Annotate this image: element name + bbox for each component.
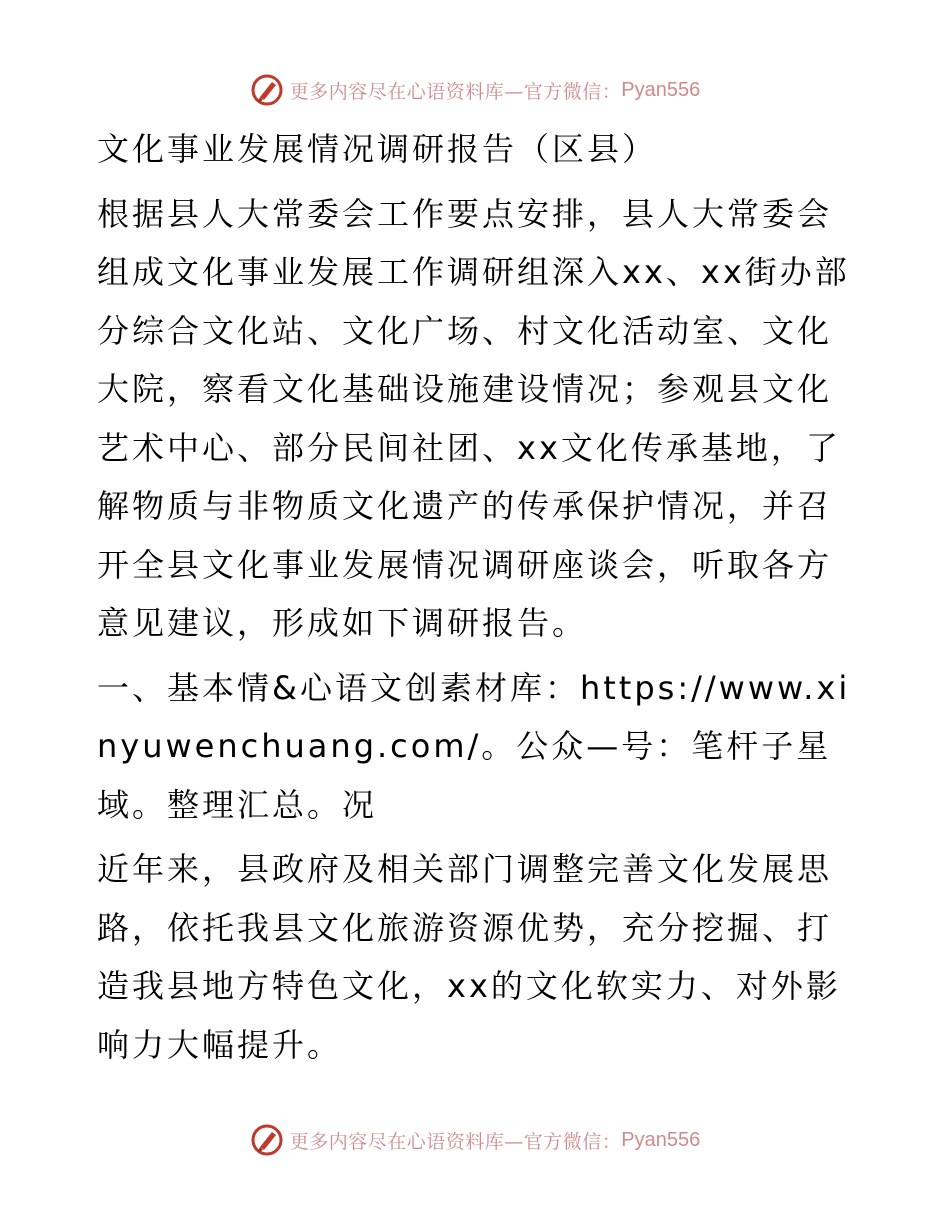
footer-watermark: [0, 1120, 950, 1160]
header-watermark: [0, 70, 950, 110]
paragraph-section-heading: 一、基本情&心语文创素材库：https://www.xinyuwenchuang.com/。公众—号：笔杆子星域。整理汇总。况: [97, 668, 851, 824]
document-title: 文化事业发展情况调研报告（区县）: [97, 130, 658, 168]
watermark-wechat-id: Pyan556: [621, 1128, 701, 1151]
paragraph-intro: 根据县人大常委会工作要点安排，县人大常委会组成文化事业发展工作调研组深入xx、xx街办部分综合文化站、文化广场、村文化活动室、文化大院，察看文化基础设施建设情况；参观县文化艺术中心、部分民间社团、xx文化传承基地，了解物质与非物质文化遗产的传承保护情况，并召开全县文化事业发展情况调研座谈会，听取各方意见建议，形成如下调研报告。: [97, 194, 850, 642]
pen-logo-icon: [250, 1123, 284, 1157]
paragraph-recent-years: 近年来，县政府及相关部门调整完善文化发展思路，依托我县文化旅游资源优势，充分挖掘、打造我县地方特色文化，xx的文化软实力、对外影响力大幅提升。: [97, 850, 841, 1064]
pen-logo-icon: [250, 73, 284, 107]
document-body: [97, 120, 857, 1080]
watermark-text: 更多内容尽在心语资料库—官方微信：: [289, 1130, 622, 1153]
watermark-text: 更多内容尽在心语资料库—官方微信：: [289, 80, 622, 103]
watermark-wechat-id: Pyan556: [621, 78, 701, 101]
